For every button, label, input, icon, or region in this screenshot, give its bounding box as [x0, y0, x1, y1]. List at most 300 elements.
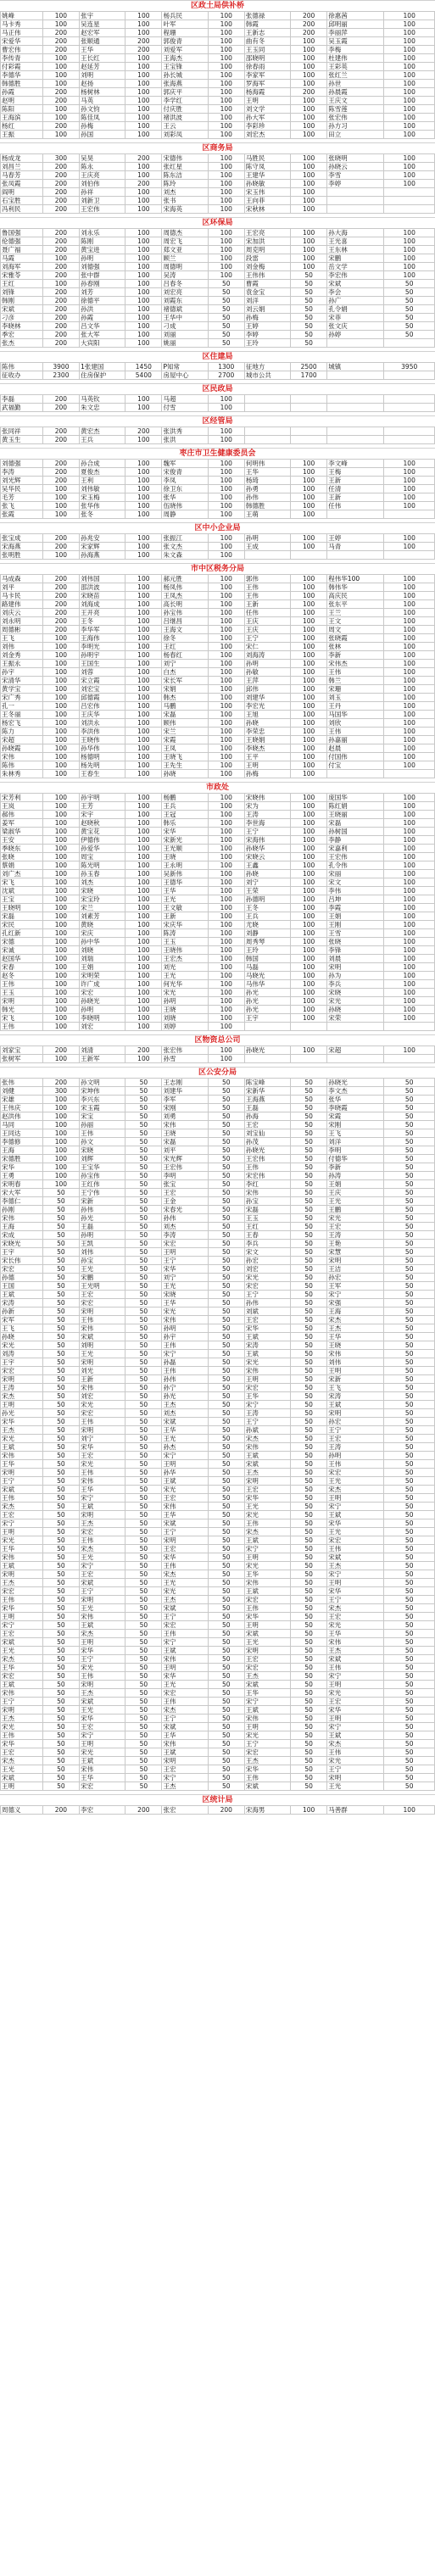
donor-name: 宋为 [244, 802, 290, 811]
donor-name: 付彩霞 [1, 63, 43, 71]
donation-amount: 100 [384, 989, 435, 997]
donor-name: 宋超 [1, 736, 43, 744]
donor-name: 马正伟 [1, 29, 43, 37]
donor-name: 孙涛 [327, 1172, 384, 1180]
donation-amount: 50 [384, 314, 435, 322]
donor-name: 张晓明 [327, 154, 384, 163]
donation-amount: 100 [208, 802, 244, 811]
donor-name [327, 770, 384, 778]
donation-amount: 50 [384, 1698, 435, 1706]
donation-amount: 50 [291, 1562, 327, 1570]
donor-name: 宋明 [244, 1647, 290, 1655]
table-row [1, 436, 435, 444]
donation-amount: 100 [125, 502, 162, 510]
donation-amount: 100 [42, 811, 79, 819]
donor-name: 王海杰 [162, 54, 208, 63]
donor-name: 宋宏伟 [244, 1172, 290, 1180]
donation-amount: 100 [291, 246, 327, 254]
donor-name: 孙霞 [1, 88, 43, 97]
donation-amount: 100 [42, 878, 79, 887]
donation-amount: 50 [42, 1494, 79, 1503]
donor-name: 田立 [327, 131, 384, 139]
table-row [1, 1638, 435, 1647]
donor-name: 陈涛 [162, 929, 208, 938]
table-row [1, 1757, 435, 1765]
donor-name: 韩乐 [162, 819, 208, 828]
donor-name: 王艳 [327, 1240, 384, 1248]
donation-amount: 50 [42, 1723, 79, 1731]
donation-amount: 50 [384, 1613, 435, 1621]
donor-name: 孙宏 [327, 1418, 384, 1426]
donation-amount [384, 770, 435, 778]
donor-name: 刘光辉 [1, 477, 43, 485]
table-row [1, 600, 435, 609]
donor-name: 刘家宝 [1, 1046, 43, 1055]
donation-amount: 50 [384, 1341, 435, 1350]
donor-name: 王华 [162, 1731, 208, 1740]
donor-name: 宋杰 [327, 1486, 384, 1494]
donor-name: 宋明 [327, 963, 384, 972]
donor-name: 孙伟 [244, 493, 290, 502]
donation-amount: 50 [42, 1435, 79, 1443]
donor-name: 孔一 [1, 702, 43, 711]
donation-amount: 100 [42, 668, 79, 677]
donation-amount: 50 [42, 1291, 79, 1299]
donation-amount: 100 [42, 728, 79, 736]
donor-name: 周宝 [80, 853, 125, 861]
donor-name: 姜军 [1, 819, 43, 828]
donor-name: 宋斌 [1, 1486, 43, 1494]
donor-name: 宋文 [244, 1248, 290, 1257]
table-row [1, 1698, 435, 1706]
table-row [1, 502, 435, 510]
donor-name: 王庆文 [327, 97, 384, 105]
donation-amount: 100 [384, 502, 435, 510]
table-row [1, 37, 435, 46]
donor-name: 宋海男 [244, 1806, 290, 1815]
donation-amount: 50 [42, 1223, 79, 1231]
table-row [1, 1214, 435, 1223]
donation-amount: 100 [208, 963, 244, 972]
donor-name: 王海伟 [80, 634, 125, 643]
donor-name: 孙方习 [327, 122, 384, 131]
donor-name: 宋明 [327, 1257, 384, 1265]
donation-amount: 200 [291, 29, 327, 37]
table-row [1, 626, 435, 634]
donor-name: 王宏 [1, 1511, 43, 1519]
donation-amount: 50 [208, 1291, 244, 1299]
donor-name: 王斌 [80, 1757, 125, 1765]
donor-name: 张林 [327, 643, 384, 651]
donor-name: 刘伯伟 [80, 180, 125, 188]
donor-name: 马磊 [244, 963, 290, 972]
donation-amount: 50 [384, 1206, 435, 1214]
section-title: 区经管局 [0, 416, 435, 427]
table-row [1, 1046, 435, 1055]
donation-amount: 100 [208, 63, 244, 71]
donor-name: 王宁 [244, 634, 290, 643]
donor-name: 宋斌 [1, 305, 43, 314]
donor-name: 宋斌 [244, 1782, 290, 1791]
donation-amount: 50 [42, 1333, 79, 1341]
donor-name: 宋光 [1, 1435, 43, 1443]
donation-amount: 100 [384, 972, 435, 980]
donation-amount: 50 [208, 331, 244, 339]
donor-name: 李红 [244, 1180, 290, 1189]
donor-name: 付庆胜 [162, 105, 208, 114]
donation-amount: 200 [42, 534, 79, 543]
donation-amount: 100 [384, 912, 435, 921]
donation-amount: 100 [384, 929, 435, 938]
donation-amount: 50 [384, 1706, 435, 1715]
donor-name: 张霞 [1, 510, 43, 519]
donor-name: 王华 [80, 46, 125, 54]
donor-name: 宋磊 [244, 1206, 290, 1214]
donor-name: 刘伟国 [80, 575, 125, 583]
donor-name: 王飞 [1, 1324, 43, 1333]
donor-name: 李兵 [327, 980, 384, 989]
donation-amount: 100 [291, 229, 327, 237]
donation-amount: 50 [125, 1087, 162, 1096]
donor-name: 王荣 [244, 887, 290, 895]
donation-amount: 100 [291, 534, 327, 543]
donation-amount: 50 [291, 271, 327, 280]
donation-amount: 50 [42, 1545, 79, 1553]
donation-amount: 50 [208, 339, 244, 348]
donor-name: 张飞 [1, 502, 43, 510]
donor-name: 王建华 [244, 171, 290, 180]
table-row [1, 1494, 435, 1503]
donation-amount: 50 [42, 1401, 79, 1409]
donor-name: 宋斌 [244, 1630, 290, 1638]
donor-name: 孙光 [1, 1409, 43, 1418]
donation-amount: 100 [42, 510, 79, 519]
donation-amount: 200 [125, 180, 162, 188]
donor-name: 王伟 [162, 1562, 208, 1570]
donor-name: 刘素芳 [80, 912, 125, 921]
donor-name: 杨兵民 [162, 12, 208, 20]
donation-amount: 50 [208, 1163, 244, 1172]
donation-amount: 100 [208, 404, 244, 412]
donor-name: 王文敏 [162, 904, 208, 912]
donation-amount: 100 [42, 904, 79, 912]
donation-amount: 100 [42, 963, 79, 972]
donation-amount: 50 [384, 1375, 435, 1384]
donor-name: 王斌 [327, 1401, 384, 1409]
donor-name: 褚洪波 [162, 114, 208, 122]
donor-name: 宋宏 [244, 1282, 290, 1291]
donation-amount: 50 [42, 1477, 79, 1486]
section-title: 市中区税务分局 [0, 564, 435, 574]
donation-amount: 100 [384, 744, 435, 753]
donation-amount: 50 [291, 1545, 327, 1553]
donation-amount: 100 [291, 861, 327, 870]
donor-name: 王华 [80, 1486, 125, 1494]
donation-amount: 50 [291, 1672, 327, 1681]
donor-name: 宋伟 [1, 1214, 43, 1223]
donor-name: 王芳 [80, 802, 125, 811]
donation-amount: 50 [42, 1426, 79, 1435]
donation-amount: 100 [291, 477, 327, 485]
donor-name: 王宏 [80, 1291, 125, 1299]
donation-amount: 50 [125, 1782, 162, 1791]
donation-amount: 100 [125, 694, 162, 702]
donation-amount: 300 [42, 154, 79, 163]
donor-name: 李世海 [244, 819, 290, 828]
donation-amount: 50 [384, 1621, 435, 1630]
donor-name: 王光 [1, 1765, 43, 1774]
table-row [1, 617, 435, 626]
donor-name: 宋珊 [327, 685, 384, 694]
donation-amount: 50 [208, 1469, 244, 1477]
donation-amount: 50 [291, 1689, 327, 1698]
donor-name: 孙宝伟 [80, 1172, 125, 1180]
donor-name: 王冬 [244, 904, 290, 912]
donor-name: 王光明 [80, 1282, 125, 1291]
donor-name: 孙晨霞 [327, 88, 384, 97]
donation-amount: 100 [384, 105, 435, 114]
donor-name: 宋华 [162, 828, 208, 836]
donor-name: 王梅 [327, 468, 384, 477]
donation-amount: 100 [125, 600, 162, 609]
donor-name: 王宇 [1, 1248, 43, 1257]
table-row [1, 280, 435, 288]
donor-name: 孙晓 [162, 770, 208, 778]
donation-amount: 50 [42, 1757, 79, 1765]
donation-amount: 100 [384, 895, 435, 904]
donor-name: 李明 [327, 1146, 384, 1155]
donation-amount: 100 [125, 534, 162, 543]
donation-amount: 50 [291, 1443, 327, 1452]
donor-name: 陈力 [1, 728, 43, 736]
donor-name: 王鹏 [327, 1206, 384, 1214]
donor-name: 宋新 [80, 1197, 125, 1206]
table-row [1, 1155, 435, 1163]
donor-name: 宋斌 [244, 1460, 290, 1469]
donor-name: 王萌 [244, 510, 290, 519]
donor-name: 王晓伟 [80, 736, 125, 744]
donor-name: 宋磊 [162, 711, 208, 719]
donation-amount: 50 [125, 1740, 162, 1748]
donation-amount: 100 [208, 946, 244, 955]
donation-amount: 100 [208, 1006, 244, 1014]
donor-name: 宋宏 [1, 1265, 43, 1274]
donor-name: 宋玉梅 [80, 493, 125, 502]
donor-name: 张红星 [162, 163, 208, 171]
donation-amount: 100 [291, 122, 327, 131]
donor-name: 王红伟 [80, 1180, 125, 1189]
donor-name: 宋华 [162, 1672, 208, 1681]
donation-amount: 100 [208, 912, 244, 921]
donation-amount: 50 [208, 1494, 244, 1503]
donation-amount: 100 [384, 180, 435, 188]
donor-name: 刘伟 [327, 1358, 384, 1367]
table-row [1, 694, 435, 702]
donor-name: 王明 [244, 97, 290, 105]
donor-name: 宋伟 [162, 1740, 208, 1748]
donor-name: 征地方 [244, 363, 290, 371]
donation-amount: 50 [384, 305, 435, 314]
donor-name: 张明胜 [1, 551, 43, 560]
donation-amount: 100 [291, 761, 327, 770]
table-row [1, 997, 435, 1006]
table-row [1, 197, 435, 205]
donor-name: 吴连星 [80, 20, 125, 29]
donor-name: 孔红新 [1, 929, 43, 938]
donation-amount: 50 [42, 1715, 79, 1723]
donor-name: 孙春刚 [80, 280, 125, 288]
donation-amount: 50 [291, 288, 327, 297]
donation-amount: 100 [125, 609, 162, 617]
donation-amount: 100 [208, 819, 244, 828]
donation-amount: 50 [384, 1655, 435, 1664]
donation-amount: 100 [125, 63, 162, 71]
donor-name: 王宏 [327, 1435, 384, 1443]
donor-name: 宋光 [244, 1731, 290, 1740]
donation-amount: 100 [208, 510, 244, 519]
donation-amount: 100 [42, 660, 79, 668]
donor-name: 李宏光 [244, 702, 290, 711]
donor-name: 宋伟 [162, 1655, 208, 1664]
donation-amount: 100 [125, 246, 162, 254]
donation-amount: 50 [208, 1172, 244, 1180]
donation-amount: 100 [291, 685, 327, 694]
donor-name: 孙明 [327, 1452, 384, 1460]
donation-amount: 100 [384, 468, 435, 477]
donor-name: 王明 [1, 1401, 43, 1409]
donor-name: 宋宏 [244, 1748, 290, 1757]
donor-name: 宋坤伟 [80, 1087, 125, 1096]
donation-amount: 1700 [291, 371, 327, 380]
donation-amount: 50 [291, 1112, 327, 1121]
donation-amount: 100 [125, 54, 162, 63]
donor-name: 宋杰 [327, 1604, 384, 1613]
donor-name: 王斌 [1, 1562, 43, 1570]
donor-name: 王伟 [1, 980, 43, 989]
donation-amount: 50 [125, 1409, 162, 1418]
donation-amount: 50 [384, 1223, 435, 1231]
table-row [1, 1806, 435, 1815]
donation-amount: 50 [42, 1367, 79, 1375]
table-row [1, 770, 435, 778]
donation-amount: 100 [125, 861, 162, 870]
donor-name: 宋宁 [162, 1638, 208, 1647]
donation-amount: 100 [291, 711, 327, 719]
donor-name: 孙文明 [80, 1079, 125, 1087]
donation-amount: 100 [291, 963, 327, 972]
donation-amount: 50 [384, 1723, 435, 1731]
donor-name: 孙晓 [327, 1006, 384, 1014]
donation-amount: 50 [291, 305, 327, 314]
donation-amount: 100 [42, 972, 79, 980]
donor-name: 王斌 [244, 1587, 290, 1596]
donor-name: 宋明 [244, 1477, 290, 1486]
donor-name: 王杰 [244, 1757, 290, 1765]
donor-name: 宋嘉利 [327, 845, 384, 853]
donor-name: 孙宇 [1, 668, 43, 677]
donor-name: 李丽萍 [327, 29, 384, 37]
donation-amount: 50 [291, 1774, 327, 1782]
donor-name: 王伟 [327, 668, 384, 677]
donor-name: 王向菲 [244, 197, 290, 205]
donation-amount: 50 [384, 1579, 435, 1587]
table-row [1, 963, 435, 972]
donation-amount: 100 [42, 1172, 79, 1180]
donor-name: 王伟 [80, 1469, 125, 1477]
donor-name: 徐惠茜 [327, 12, 384, 20]
table-row [1, 322, 435, 331]
donation-amount: 100 [291, 1806, 327, 1815]
donor-name: 孙海 [244, 1112, 290, 1121]
donation-amount: 50 [291, 1579, 327, 1587]
donor-name: 王明 [80, 1740, 125, 1748]
donation-amount: 50 [125, 1443, 162, 1452]
donor-name: 刘霞东 [162, 297, 208, 305]
donor-name: 孙晓光 [327, 1079, 384, 1087]
donation-amount: 100 [384, 485, 435, 493]
donation-amount: 50 [125, 1214, 162, 1223]
donor-name: 宋德 [1, 938, 43, 946]
donor-name: 宋宁 [80, 1731, 125, 1740]
donation-amount: 100 [291, 719, 327, 728]
table-row [1, 929, 435, 938]
donation-amount: 100 [125, 972, 162, 980]
donation-amount: 50 [208, 1452, 244, 1460]
donor-name: 王晓飞 [162, 753, 208, 761]
donor-name: 王东林 [327, 246, 384, 254]
donor-name: 李霞 [327, 904, 384, 912]
donation-amount: 100 [125, 229, 162, 237]
donation-amount: 50 [125, 1469, 162, 1477]
donation-amount: 100 [384, 963, 435, 972]
donor-name: 宋伟 [1, 1553, 43, 1562]
table-row [1, 1316, 435, 1324]
table-row [1, 728, 435, 736]
donor-name: 王岚 [1, 802, 43, 811]
donation-amount: 100 [208, 617, 244, 626]
department-section [0, 782, 435, 1031]
table-row [1, 1731, 435, 1740]
donation-amount: 100 [384, 677, 435, 685]
donor-name: 王伟 [244, 1604, 290, 1613]
donation-amount: 100 [384, 719, 435, 728]
donation-amount: 100 [42, 711, 79, 719]
donor-name: 王光 [162, 895, 208, 904]
donor-name: 王成 [244, 543, 290, 551]
donation-amount: 50 [125, 1570, 162, 1579]
donation-amount: 200 [125, 37, 162, 46]
donation-amount: 200 [42, 97, 79, 105]
donor-name: 王宁 [1, 1477, 43, 1486]
donor-name [244, 1055, 290, 1063]
donor-name: 王玉同 [244, 46, 290, 54]
donor-name: 孙茂 [244, 1138, 290, 1146]
donor-name: 孙嘉丽 [327, 736, 384, 744]
donation-amount: 50 [384, 1155, 435, 1163]
table-row [1, 1138, 435, 1146]
donation-amount: 200 [42, 180, 79, 188]
donation-amount: 50 [208, 1638, 244, 1647]
donation-amount: 100 [42, 685, 79, 694]
donor-name: 李涛 [1, 468, 43, 477]
department-section [0, 217, 435, 348]
donation-amount: 100 [208, 728, 244, 736]
donation-amount: 50 [125, 1494, 162, 1503]
donation-amount: 100 [384, 575, 435, 583]
donation-amount: 50 [291, 1223, 327, 1231]
donation-amount: 50 [42, 1638, 79, 1647]
donor-name: 李雪 [327, 171, 384, 180]
